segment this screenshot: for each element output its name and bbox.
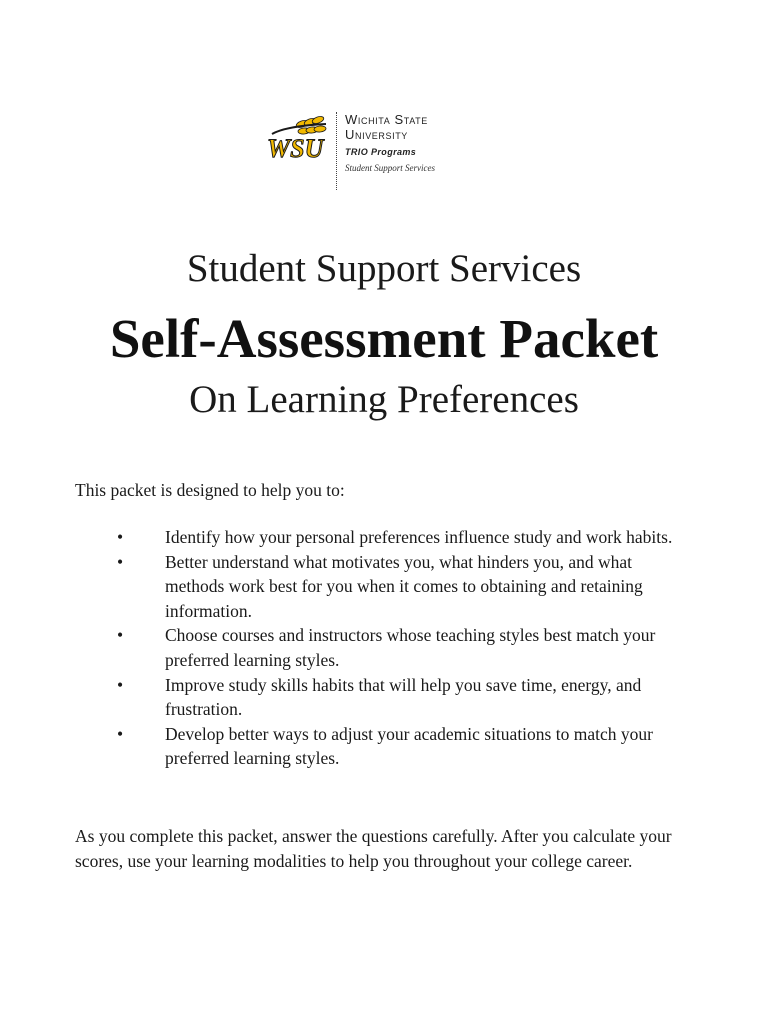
university-name-line-2: University — [345, 127, 408, 142]
logo-divider — [336, 112, 337, 190]
list-item-text: Identify how your personal preferences influence study and work habits. — [165, 527, 673, 547]
list-item-text: Choose courses and instructors whose teaching styles best match your preferred learning styles. — [165, 625, 656, 670]
intro-paragraph: This packet is designed to help you to: — [75, 480, 345, 500]
title-line-3: On Learning Preferences — [189, 378, 579, 421]
department-name: Student Support Services — [345, 163, 435, 173]
list-item-text: Develop better ways to adjust your academic situations to match your preferred learning styles. — [165, 723, 653, 769]
list-item — [0, 550, 690, 624]
bullet-list — [0, 525, 768, 771]
title-line-1: Student Support Services — [186, 247, 582, 290]
list-item — [0, 673, 690, 722]
bullet-marker: • — [117, 527, 124, 547]
document-title: Self-Assessment Packet — [109, 308, 659, 369]
closing-paragraph: As you complete this packet, answer the questions carefully. After you calculate your scores, use your learning modalities to help you throughout your college career. — [75, 826, 672, 871]
program-name: TRIO Programs — [345, 147, 417, 157]
university-name-line-1: Wichita State — [345, 112, 428, 127]
list-item — [0, 722, 690, 771]
wheat-icon — [266, 112, 328, 164]
list-item — [0, 623, 690, 672]
logo-text — [345, 112, 435, 173]
list-item-text: Better understand what motivates you, what hinders you, and what methods work best for you when it comes to obtaining and retaining information. — [165, 551, 643, 621]
list-item-text: Improve study skills habits that will help you save time, energy, and frustration. — [165, 674, 642, 720]
bullet-marker: • — [117, 723, 124, 744]
bullet-marker: • — [117, 551, 124, 572]
bullet-marker: • — [117, 674, 124, 695]
list-item — [0, 525, 690, 550]
wsu-logo — [266, 112, 435, 190]
logo-wordmark: WSU — [267, 134, 324, 163]
bullet-marker: • — [117, 625, 124, 646]
